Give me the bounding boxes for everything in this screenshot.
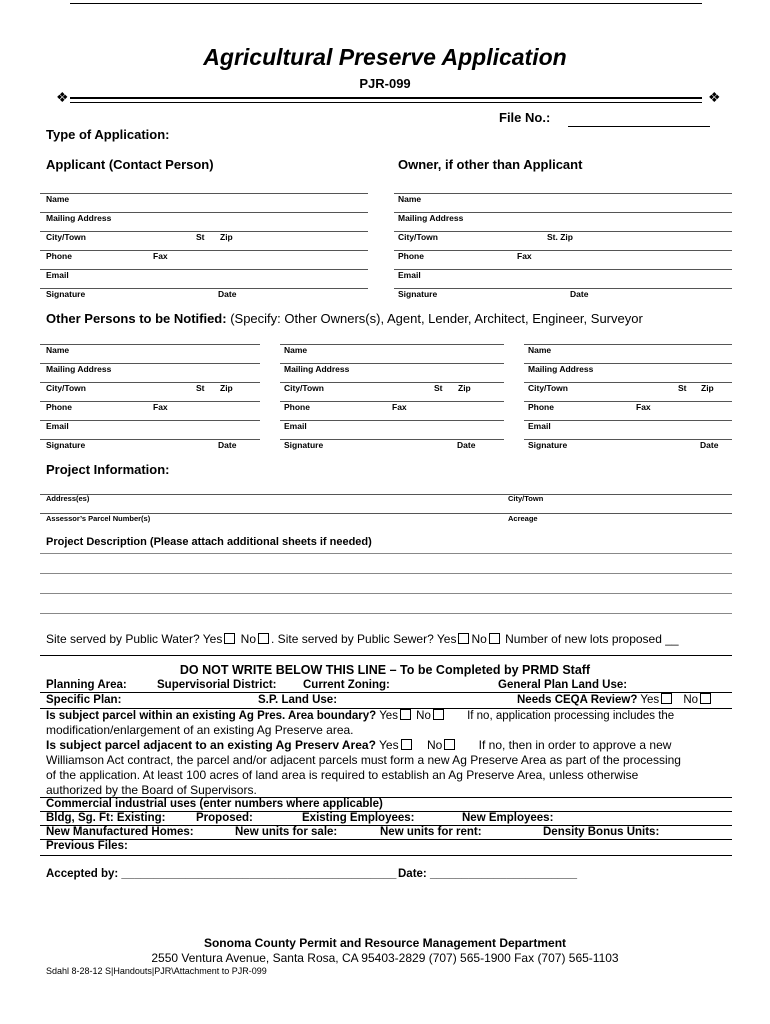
staff-row7-line	[40, 855, 732, 856]
project-description-label: Project Description (Please attach additional sheets if needed)	[46, 536, 372, 548]
within-no-checkbox[interactable]	[433, 709, 444, 720]
other2-email-line[interactable]	[280, 420, 504, 421]
other3-phone-line[interactable]	[524, 401, 732, 402]
existing-employees-label: Existing Employees:	[302, 812, 415, 824]
owner-email-label: Email	[398, 270, 421, 280]
owner-phone-label: Phone	[398, 251, 424, 261]
other3-date-label: Date	[700, 440, 719, 450]
other1-st-label: St	[196, 383, 205, 393]
applicant-name-label: Name	[46, 194, 70, 204]
specific-plan-label: Specific Plan:	[46, 694, 122, 706]
applicant-zip-label: Zip	[220, 232, 233, 242]
other3-name-line[interactable]	[524, 344, 732, 345]
description-line-2[interactable]	[40, 573, 732, 574]
within-yes-label: Yes	[379, 710, 398, 722]
units-for-sale-label: New units for sale:	[235, 826, 338, 838]
adjacent-row	[46, 738, 671, 752]
general-plan-land-use-label: General Plan Land Use:	[498, 679, 628, 691]
adjacent-note: If no, then in order to approve a new	[478, 738, 672, 752]
other1-signature-label: Signature	[46, 440, 86, 450]
top-rule-partial	[70, 0, 702, 4]
within-yes-checkbox[interactable]	[400, 709, 411, 720]
owner-heading: Owner, if other than Applicant	[398, 157, 583, 172]
water-no-checkbox[interactable]	[258, 633, 269, 644]
form-code: PJR-099	[359, 76, 411, 91]
other3-city-label: City/Town	[528, 383, 568, 393]
services-divider	[40, 655, 732, 656]
ceqa-row	[517, 693, 713, 706]
adjacent-paragraph-3: authorized by the Board of Supervisors.	[46, 783, 257, 797]
ceqa-no-label: No	[683, 694, 699, 706]
applicant-mailing-label: Mailing Address	[46, 213, 112, 223]
sp-land-use-label: S.P. Land Use:	[258, 694, 338, 706]
type-of-application-label: Type of Application:	[46, 127, 170, 142]
other3-email-label: Email	[528, 421, 551, 431]
project-city-label: City/Town	[508, 494, 544, 503]
accepted-date-field[interactable]: Date: _______________________	[398, 868, 578, 880]
within-row	[46, 709, 674, 722]
sewer-yes-checkbox[interactable]	[458, 633, 469, 644]
owner-name-line[interactable]	[394, 193, 732, 194]
owner-date-label: Date	[570, 289, 589, 299]
supervisorial-district-label: Supervisorial District:	[157, 679, 277, 691]
sewer-no-checkbox[interactable]	[489, 633, 500, 644]
applicant-signature-line[interactable]	[40, 288, 368, 289]
new-manufactured-homes-label: New Manufactured Homes:	[46, 826, 194, 838]
units-for-rent-label: New units for rent:	[380, 826, 482, 838]
adjacent-no-label: No	[426, 738, 443, 752]
commercial-label: Commercial industrial uses (enter numbers where applicable)	[46, 798, 383, 810]
file-no-field[interactable]	[568, 126, 710, 127]
other2-phone-label: Phone	[284, 402, 310, 412]
proposed-label: Proposed:	[196, 812, 253, 824]
owner-fax-label: Fax	[517, 251, 532, 261]
adjacent-paragraph-2: of the application. At least 100 acres of land area is required to establish an Ag Preserve Area, unless otherwise	[46, 768, 639, 782]
other1-fax-label: Fax	[153, 402, 168, 412]
public-water-question: Site served by Public Water? Yes	[46, 632, 223, 646]
other1-zip-label: Zip	[220, 383, 233, 393]
ceqa-label: Needs CEQA Review?	[517, 694, 638, 706]
water-no-label: No	[240, 632, 257, 646]
current-zoning-label: Current Zoning:	[303, 679, 390, 691]
owner-signature-label: Signature	[398, 289, 438, 299]
other1-phone-line[interactable]	[40, 401, 260, 402]
description-line-3[interactable]	[40, 593, 732, 594]
other2-name-line[interactable]	[280, 344, 504, 345]
new-lots-question: Number of new lots proposed __	[505, 632, 679, 646]
page-title: Agricultural Preserve Application	[203, 44, 567, 70]
adjacent-yes-checkbox[interactable]	[401, 739, 412, 750]
density-bonus-label: Density Bonus Units:	[543, 826, 660, 838]
project-info-heading: Project Information:	[46, 462, 170, 477]
applicant-st-label: St	[196, 232, 205, 242]
adjacent-paragraph-1: Williamson Act contract, the parcel and/or adjacent parcels must form a new Ag Preserve Area as part of the processing	[46, 753, 681, 767]
applicant-phone-label: Phone	[46, 251, 72, 261]
other2-st-label: St	[434, 383, 443, 393]
ceqa-no-checkbox[interactable]	[700, 693, 711, 704]
diamond-right-icon: ❖	[708, 89, 721, 105]
staff-heading: DO NOT WRITE BELOW THIS LINE – To be Completed by PRMD Staff	[179, 663, 591, 677]
other1-name-label: Name	[46, 345, 70, 355]
adjacent-yes-label: Yes	[379, 738, 399, 752]
applicant-fax-label: Fax	[153, 251, 168, 261]
other2-city-label: City/Town	[284, 383, 324, 393]
other3-st-label: St	[678, 383, 687, 393]
other1-email-label: Email	[46, 421, 69, 431]
previous-files-label: Previous Files:	[46, 840, 128, 852]
ceqa-yes-label: Yes	[640, 694, 660, 706]
ceqa-yes-checkbox[interactable]	[661, 693, 672, 704]
footer-address: 2550 Ventura Avenue, Santa Rosa, CA 95403-2829 (707) 565-1900 Fax (707) 565-1103	[151, 951, 619, 965]
applicant-date-label: Date	[218, 289, 237, 299]
services-row	[46, 632, 679, 646]
adjacent-question: Is subject parcel adjacent to an existing Ag Preserv Area?	[46, 738, 376, 752]
other3-email-line[interactable]	[524, 420, 732, 421]
public-sewer-question: . Site served by Public Sewer? Yes	[271, 632, 457, 646]
owner-name-label: Name	[398, 194, 422, 204]
owner-signature-line[interactable]	[394, 288, 732, 289]
owner-city-label: City/Town	[398, 232, 438, 242]
applicant-email-label: Email	[46, 270, 69, 280]
file-no-label: File No.:	[499, 110, 551, 125]
other1-date-label: Date	[218, 440, 237, 450]
other2-signature-label: Signature	[284, 440, 324, 450]
applicant-phone-line[interactable]	[40, 250, 368, 251]
staff-row6-line	[40, 839, 732, 840]
owner-email-line[interactable]	[394, 269, 732, 270]
bldg-existing-label: Bldg, Sg. Ft: Existing:	[46, 812, 166, 824]
applicant-email-line[interactable]	[40, 269, 368, 270]
other3-name-label: Name	[528, 345, 552, 355]
other2-fax-label: Fax	[392, 402, 407, 412]
other3-zip-label: Zip	[701, 383, 714, 393]
within-note-2: modification/enlargement of an existing Ag Preserve area.	[46, 723, 354, 737]
other-persons-heading-row	[46, 311, 643, 326]
other2-date-label: Date	[457, 440, 476, 450]
other2-zip-label: Zip	[458, 383, 471, 393]
description-line-4[interactable]	[40, 613, 732, 614]
water-yes-checkbox[interactable]	[224, 633, 235, 644]
description-line-1[interactable]	[40, 553, 732, 554]
new-employees-label: New Employees:	[462, 812, 554, 824]
other1-city-label: City/Town	[46, 383, 86, 393]
planning-area-label: Planning Area:	[46, 679, 127, 691]
project-acreage-label: Acreage	[508, 514, 538, 523]
other2-mailing-label: Mailing Address	[284, 364, 350, 374]
applicant-name-line[interactable]	[40, 193, 368, 194]
project-address-label: Address(es)	[46, 494, 90, 503]
owner-mailing-label: Mailing Address	[398, 213, 464, 223]
other-persons-heading: Other Persons to be Notified:	[46, 311, 227, 326]
adjacent-no-checkbox[interactable]	[444, 739, 455, 750]
footer-reference: Sdahl 8-28-12 S|Handouts|PJR\Attachment to PJR-099	[46, 966, 267, 976]
other-persons-specify: (Specify: Other Owners(s), Agent, Lender, Architect, Engineer, Surveyor	[230, 311, 643, 326]
sewer-no-label: No	[471, 632, 487, 646]
within-no-label: No	[416, 710, 431, 722]
other1-email-line[interactable]	[40, 420, 260, 421]
other3-phone-label: Phone	[528, 402, 554, 412]
other3-signature-label: Signature	[528, 440, 568, 450]
other2-email-label: Email	[284, 421, 307, 431]
other3-mailing-label: Mailing Address	[528, 364, 594, 374]
other2-name-label: Name	[284, 345, 308, 355]
owner-phone-line[interactable]	[394, 250, 732, 251]
applicant-signature-label: Signature	[46, 289, 86, 299]
accepted-by-field[interactable]: Accepted by: ___________________________________________	[46, 868, 397, 880]
other3-fax-label: Fax	[636, 402, 651, 412]
diamond-left-icon: ❖	[56, 89, 69, 105]
project-parcel-label: Assessor’s Parcel Number(s)	[46, 514, 151, 523]
footer-department: Sonoma County Permit and Resource Management Department	[203, 936, 567, 950]
applicant-heading: Applicant (Contact Person)	[46, 157, 214, 172]
project-address-line[interactable]	[40, 494, 732, 495]
within-note: If no, application processing includes the	[467, 710, 675, 722]
applicant-city-label: City/Town	[46, 232, 86, 242]
other1-phone-label: Phone	[46, 402, 72, 412]
other1-mailing-label: Mailing Address	[46, 364, 112, 374]
within-question: Is subject parcel within an existing Ag Pres. Area boundary?	[46, 710, 377, 722]
header-rule	[70, 97, 702, 103]
owner-st-zip-label: St. Zip	[547, 232, 573, 242]
other1-name-line[interactable]	[40, 344, 260, 345]
